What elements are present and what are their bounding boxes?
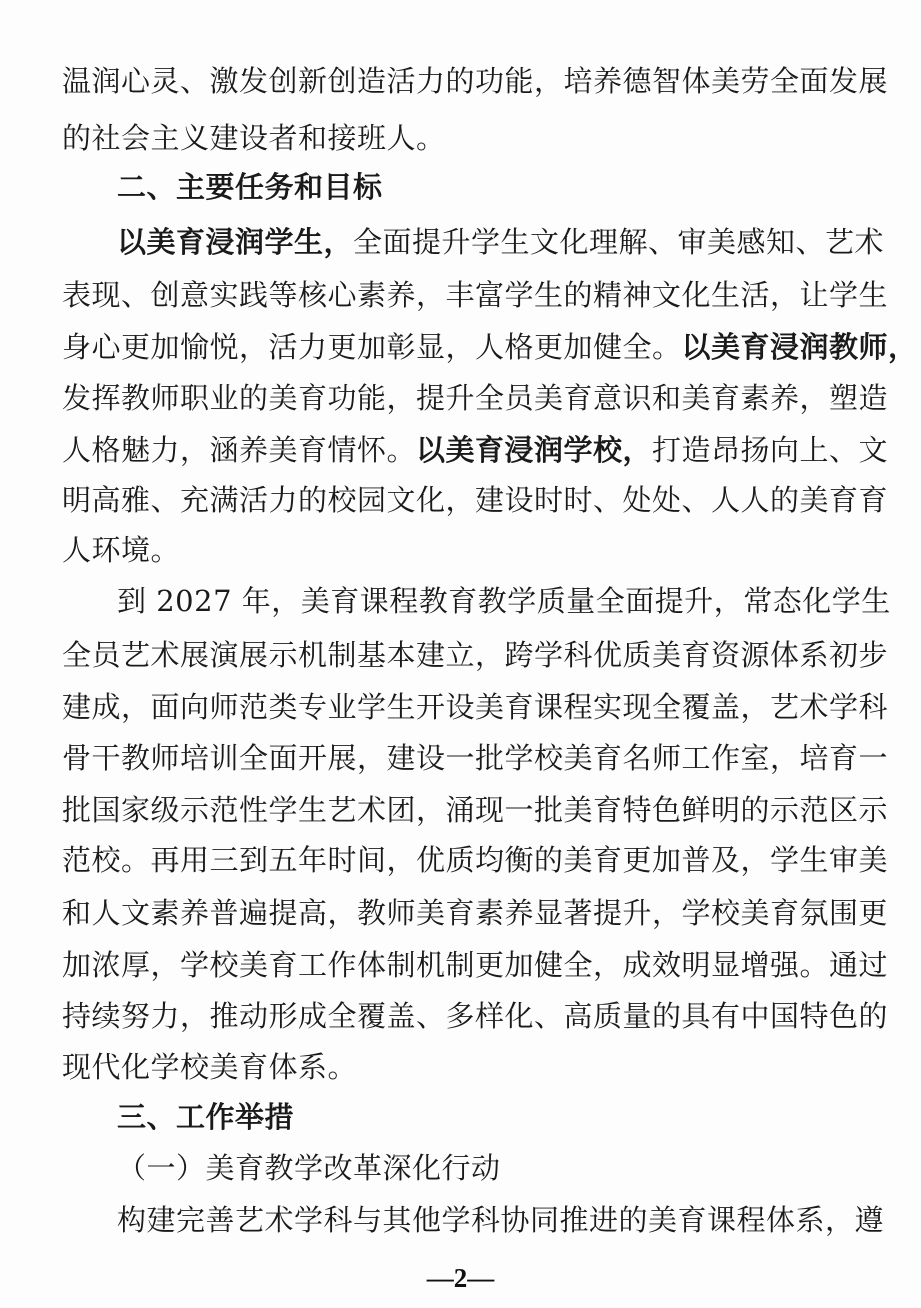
text-run: 范校。再用三到五年时间，优质均衡的美育更加普及，学生审美 [62,843,889,877]
heading-text: 三、工作举措 [117,1100,295,1134]
text-run: 批国家级示范性学生艺术团，涌现一批美育特色鲜明的示范区示 [62,793,889,827]
paragraph-line [0,571,891,631]
heading-text: （一）美育教学改革深化行动 [117,1151,501,1185]
text-run: 加浓厚，学校美育工作体制机制更加健全，成效明显增强。通过 [62,948,889,982]
subsection-heading [0,1138,859,1198]
paragraph-line [0,368,889,428]
page-number: —2— [426,1263,495,1293]
text-run: 全面提升学生文化理解、审美感知、艺术 [353,225,885,259]
text-run: 和人文素养普遍提高，教师美育素养显著提升，学校美育氛围更 [62,896,889,930]
paragraph-line [0,728,889,788]
text-run: 的社会主义建设者和接班人。 [62,121,446,155]
paragraph-line [0,830,889,890]
text-run: 到 2027 年，美育课程教育教学质量全面提升，常态化学生 [117,584,891,618]
text-run: 构建完善艺术学科与其他学科协同推进的美育课程体系，遵 [117,1203,885,1237]
paragraph-line [0,625,889,685]
paragraph-line [0,212,885,272]
text-run: 持续努力，推动形成全覆盖、多样化、高质量的具有中国特色的 [62,999,889,1033]
text-run: 骨干教师培训全面开展，建设一批学校美育名师工作室，培育一 [62,741,889,775]
bold-phrase: 以美育浸润教师， [681,330,918,364]
paragraph-line [0,1190,885,1250]
heading-text: 二、主要任务和目标 [117,170,383,204]
text-run: 明高雅、充满活力的校园文化，建设时时、处处、人人的美育育 [62,483,889,517]
text-run: 温润心灵、激发创新创造活力的功能，培养德智体美劳全面发展 [62,64,889,98]
text-run: 建成，面向师范类专业学生开设美育课程实现全覆盖，艺术学科 [62,690,889,724]
text-run: 全员艺术展演展示机制基本建立，跨学科优质美育资源体系初步 [62,638,889,672]
text-run: 发挥教师职业的美育功能，提升全员美育意识和美育素养，塑造 [62,381,889,415]
text-run: 表现、创意实践等核心素养，丰富学生的精神文化生活，让学生 [62,278,889,312]
bold-phrase: 以美育浸润学校， [416,433,653,467]
text-run: 打造昂扬向上、文 [652,433,889,467]
paragraph-line [0,265,889,325]
text-run: 人环境。 [62,533,181,567]
bold-phrase: 以美育浸润学生， [117,225,354,259]
text-run: 人格魅力，涵养美育情怀。 [62,433,417,467]
section-heading [0,157,859,217]
text-run: 现代化学校美育体系。 [62,1050,358,1084]
paragraph-line [0,883,889,943]
paragraph-line [0,51,889,111]
text-run: 身心更加愉悦，活力更加彰显，人格更加健全。 [62,330,682,364]
